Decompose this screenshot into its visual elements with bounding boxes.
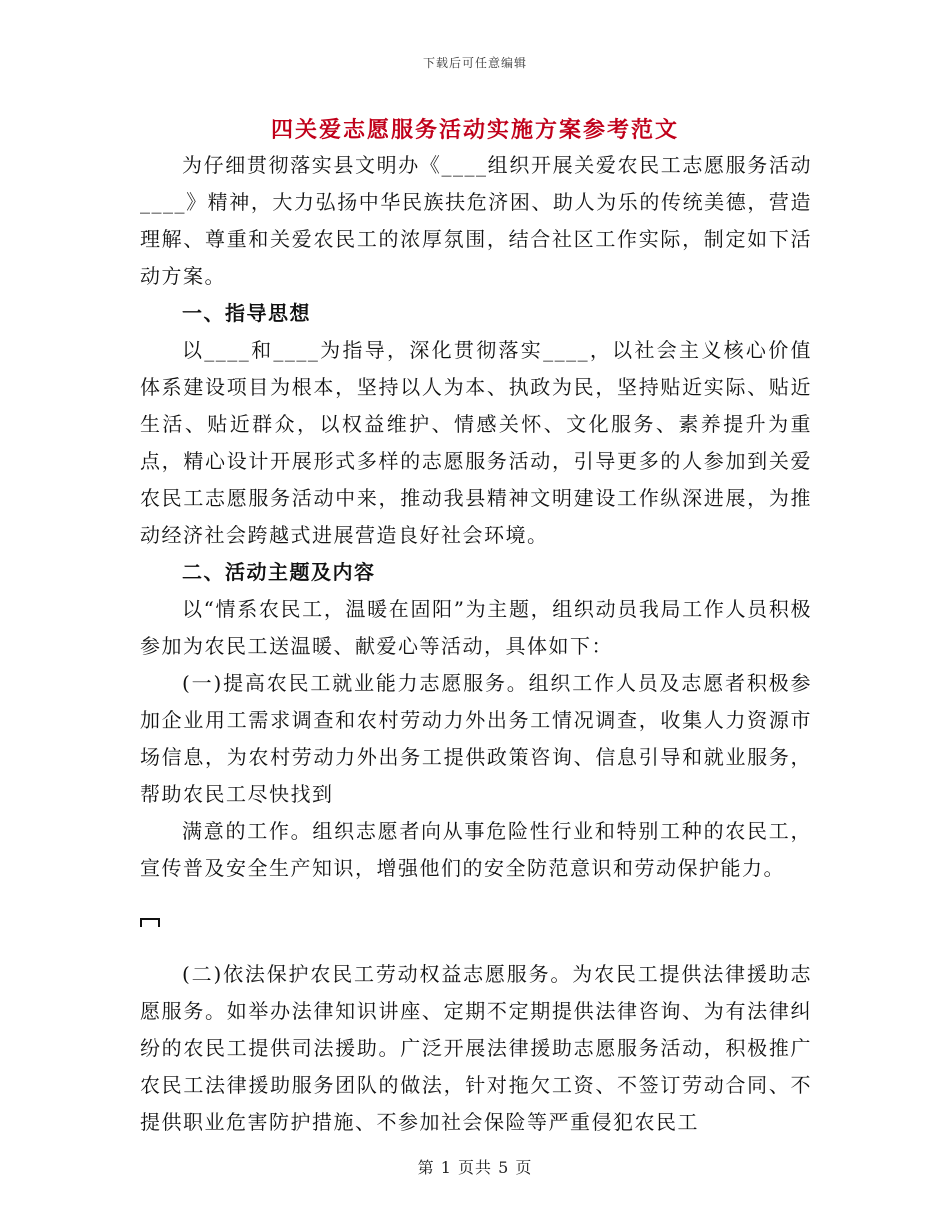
section-heading-theme-content: 二、活动主题及内容 <box>182 560 376 584</box>
guiding-thought-paragraph: 以____和____为指导，深化贯彻落实____，以社会主义核心价值体系建设项目为根本，坚持以人为本、执政为民，坚持贴近实际、贴近生活、贴近群众，以权益维护、情感关怀、文化服务、素养提升为重点，精心设计开展形式多样的志愿服务活动，引导更多的人参加到关爱农民工志愿服务活动中来，推动我县精神文明建设工作纵深进展，为推动经济社会跨越式进展营造良好社会环境。 <box>140 338 812 547</box>
intro-paragraph: 为仔细贯彻落实县文明办《____组织开展关爱农民工志愿服务活动____》精神，大力弘扬中华民族扶危济困、助人为乐的传统美德，营造理解、尊重和关爱农民工的浓厚氛围，结合社区工作实际，制定如下活动方案。 <box>140 153 812 288</box>
document-title: 四关爱志愿服务活动实施方案参考范文 <box>270 117 679 143</box>
spacer <box>140 940 812 956</box>
theme-intro-paragraph: 以“情系农民工，温暖在固阳”为主题，组织动员我局工作人员积极参加为农民工送温暖、献爱心等活动，具体如下： <box>140 597 812 658</box>
item-2-paragraph: (二)依法保护农民工劳动权益志愿服务。为农民工提供法律援助志愿服务。如举办法律知识讲座、定期不定期提供法律咨询、为有法律纠纷的农民工提供司法援助。广泛开展法律援助志愿服务活动，积极推广农民工法律援助服务团队的做法，针对拖欠工资、不签订劳动合同、不提供职业危害防护措施、不参加社会保险等严重侵犯农民工 <box>140 962 812 1134</box>
item-1-paragraph: (一)提高农民工就业能力志愿服务。组织工作人员及志愿者积极参加企业用工需求调查和农村劳动力外出务工情况调查，收集人力资源市场信息，为农村劳动力外出务工提供政策咨询、信息引导和就业服务，帮助农民工尽快找到 <box>140 671 812 806</box>
spacer <box>140 887 812 903</box>
header-note: 下载后可任意编辑 <box>422 56 527 70</box>
section-heading-guiding-thought: 一、指导思想 <box>182 301 311 325</box>
document-body <box>140 147 812 1141</box>
item-1-continued-paragraph: 满意的工作。组织志愿者向从事危险性行业和特别工种的农民工，宣传普及安全生产知识，增强他们的安全防范意识和劳动保护能力。 <box>140 819 812 880</box>
stray-mark-line <box>140 903 812 940</box>
page-number: 第 1 页共 5 页 <box>417 1158 533 1177</box>
bracket-mark-icon <box>140 918 160 927</box>
